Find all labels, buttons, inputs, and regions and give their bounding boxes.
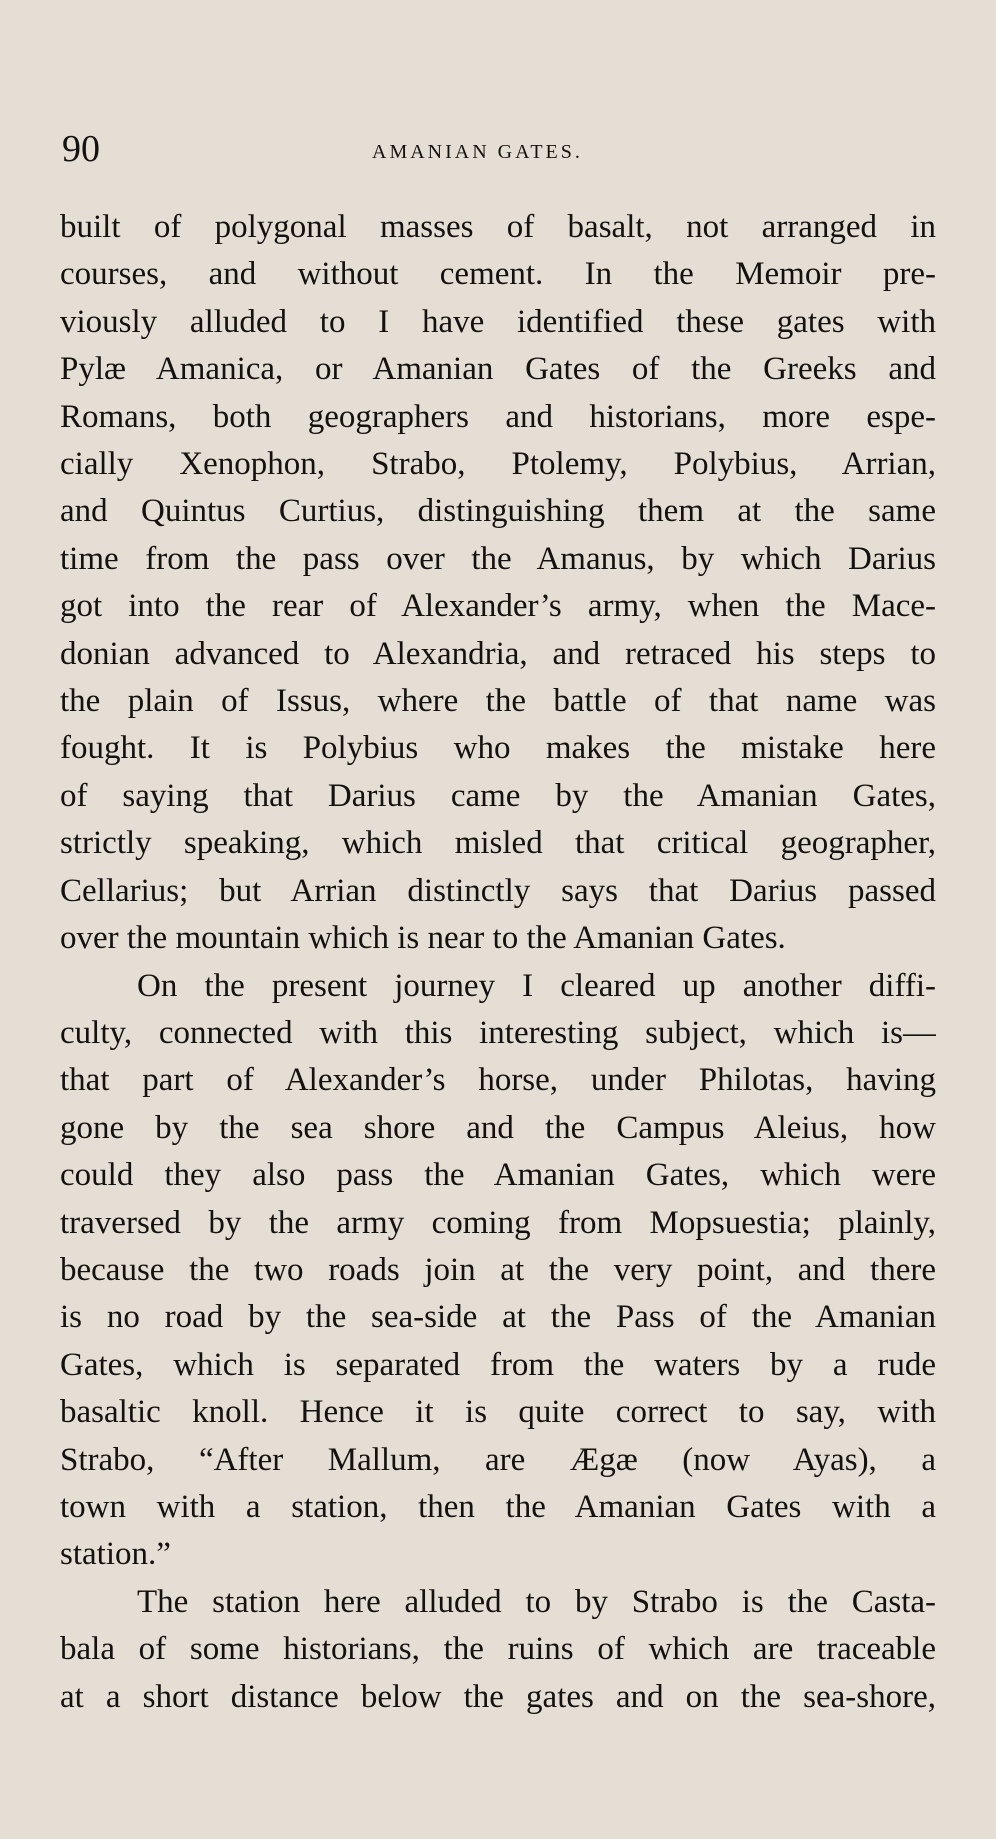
text-line: fought. It is Polybius who makes the mistake here xyxy=(60,730,936,767)
text-line: gone by the sea shore and the Campus Aleius, how xyxy=(60,1109,936,1146)
text-line: is no road by the sea-side at the Pass of the Amanian xyxy=(60,1299,936,1336)
text-line: traversed by the army coming from Mopsuestia; plainly, xyxy=(60,1204,936,1241)
text-line: viously alluded to I have identified these gates with xyxy=(60,303,936,340)
text-line: Gates, which is separated from the waters by a rude xyxy=(60,1346,936,1383)
text-line: courses, and without cement. In the Memoir pre- xyxy=(60,256,936,293)
text-line: built of polygonal masses of basalt, not arranged in xyxy=(60,209,936,245)
text-line: at a short distance below the gates and on the sea-shore, xyxy=(60,1678,936,1715)
text-line: over the mountain which is near to the Amanian Gates. xyxy=(60,920,786,957)
text-line: Romans, both geographers and historians, more espe- xyxy=(60,398,936,435)
body-text xyxy=(60,204,936,1721)
text-line: that part of Alexander’s horse, under Philotas, having xyxy=(60,1062,936,1099)
text-line: could they also pass the Amanian Gates, which were xyxy=(60,1157,936,1194)
text-line: and Quintus Curtius, distinguishing them at the same xyxy=(60,493,936,530)
paragraph xyxy=(60,1579,936,1721)
text-line: of saying that Darius came by the Amanian Gates, xyxy=(60,777,936,814)
running-head: AMANIAN GATES. xyxy=(372,141,583,163)
text-line: town with a station, then the Amanian Gates with a xyxy=(60,1488,936,1525)
text-line: Strabo, “After Mallum, are Ægæ (now Ayas), a xyxy=(60,1441,936,1478)
page-number: 90 xyxy=(62,128,100,170)
page-header xyxy=(62,130,932,180)
text-line: because the two roads join at the very point, and there xyxy=(60,1251,936,1288)
text-line: Pylæ Amanica, or Amanian Gates of the Greeks and xyxy=(60,351,936,388)
text-line: Cellarius; but Arrian distinctly says that Darius passed xyxy=(60,872,936,909)
text-line: culty, connected with this interesting subject, which is— xyxy=(60,1014,936,1051)
text-line: station.” xyxy=(60,1536,171,1573)
text-line: time from the pass over the Amanus, by which Darius xyxy=(60,540,936,577)
text-line: On the present journey I cleared up another diffi- xyxy=(137,967,936,1004)
text-line: strictly speaking, which misled that critical geographer, xyxy=(60,825,936,862)
text-line: bala of some historians, the ruins of which are traceable xyxy=(60,1631,936,1668)
text-line: basaltic knoll. Hence it is quite correct to say, with xyxy=(60,1394,936,1431)
paragraph xyxy=(60,963,936,1579)
text-line: The station here alluded to by Strabo is the Casta- xyxy=(137,1583,936,1620)
text-line: cially Xenophon, Strabo, Ptolemy, Polybius, Arrian, xyxy=(60,446,936,483)
paragraph xyxy=(60,204,936,963)
text-line: got into the rear of Alexander’s army, when the Mace- xyxy=(60,588,936,625)
text-line: donian advanced to Alexandria, and retraced his steps to xyxy=(60,635,936,672)
text-line: the plain of Issus, where the battle of that name was xyxy=(60,683,936,720)
